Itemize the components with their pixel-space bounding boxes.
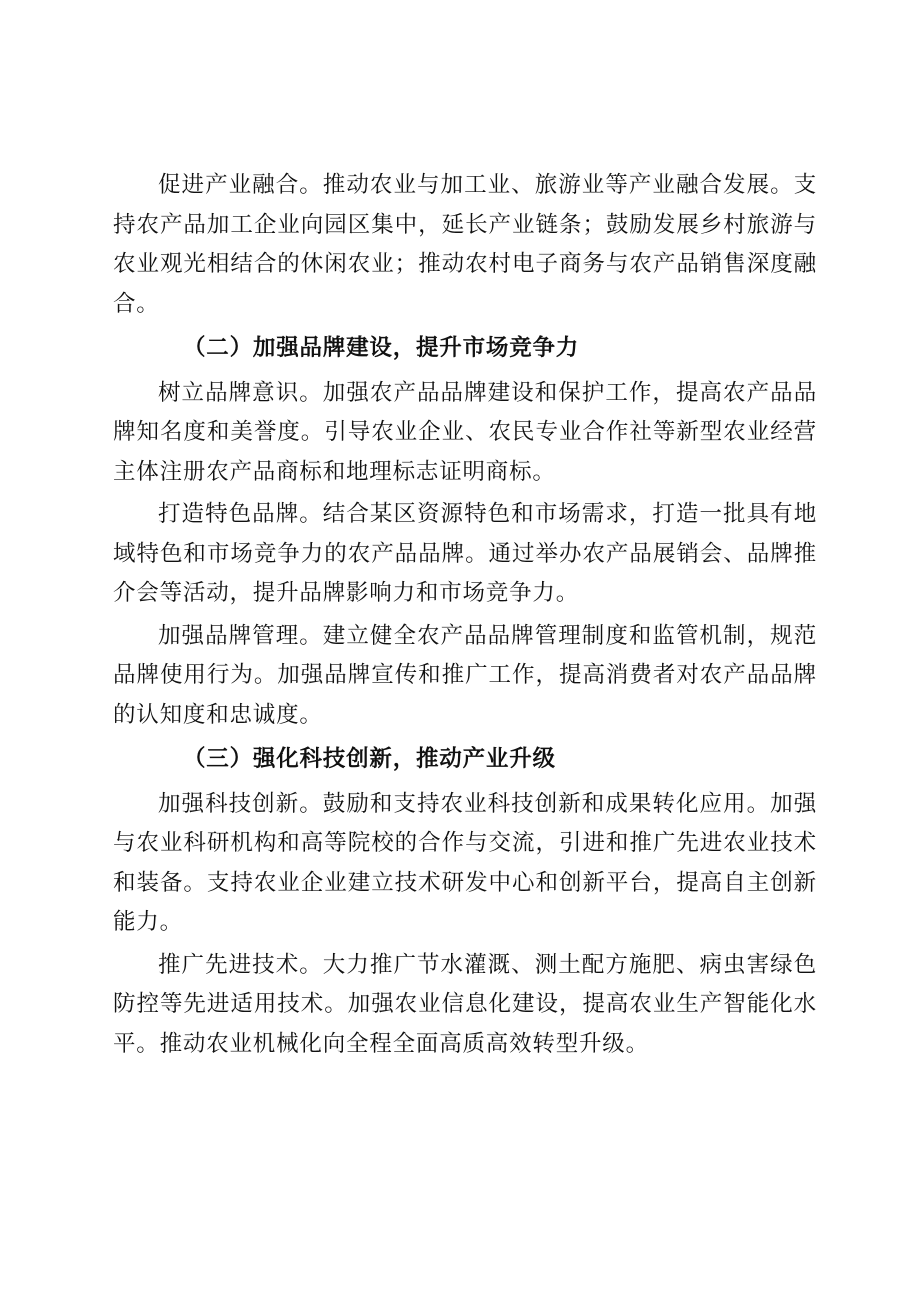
document-page xyxy=(113,166,817,1064)
section-heading-tech-innovation: （三）强化科技创新，推动产业升级 xyxy=(183,746,556,772)
paragraph-promote-technology: 推广先进技术。大力推广节水灌溉、测土配方施肥、病虫害绿色防控等先进适用技术。加强农业信息化建设，提高农业生产智能化水平。推动农业机械化向全程全面高质高效转型升级。 xyxy=(113,951,817,1057)
paragraph-brand-management: 加强品牌管理。建立健全农产品品牌管理制度和监管机制，规范品牌使用行为。加强品牌宣传和推广工作，提高消费者对农产品品牌的认知度和忠诚度。 xyxy=(113,622,817,728)
paragraph-industry-integration: 促进产业融合。推动农业与加工业、旅游业等产业融合发展。支持农产品加工企业向园区集中，延长产业链条；鼓励发展乡村旅游与农业观光相结合的休闲农业；推动农村电子商务与农产品销售深度融合。 xyxy=(113,172,817,317)
section-heading-brand-building: （二）加强品牌建设，提升市场竞争力 xyxy=(183,335,580,361)
paragraph-featured-brands: 打造特色品牌。结合某区资源特色和市场需求，打造一批具有地域特色和市场竞争力的农产品品牌。通过举办农产品展销会、品牌推介会等活动，提升品牌影响力和市场竞争力。 xyxy=(113,501,817,606)
paragraph-strengthen-innovation: 加强科技创新。鼓励和支持农业科技创新和成果转化应用。加强与农业科研机构和高等院校的合作与交流，引进和推广先进农业技术和装备。支持农业企业建立技术研发中心和创新平台，提高自主创新能力。 xyxy=(113,790,817,935)
paragraph-brand-awareness: 树立品牌意识。加强农产品品牌建设和保护工作，提高农产品品牌知名度和美誉度。引导农业企业、农民专业合作社等新型农业经营主体注册农产品商标和地理标志证明商标。 xyxy=(113,379,817,485)
